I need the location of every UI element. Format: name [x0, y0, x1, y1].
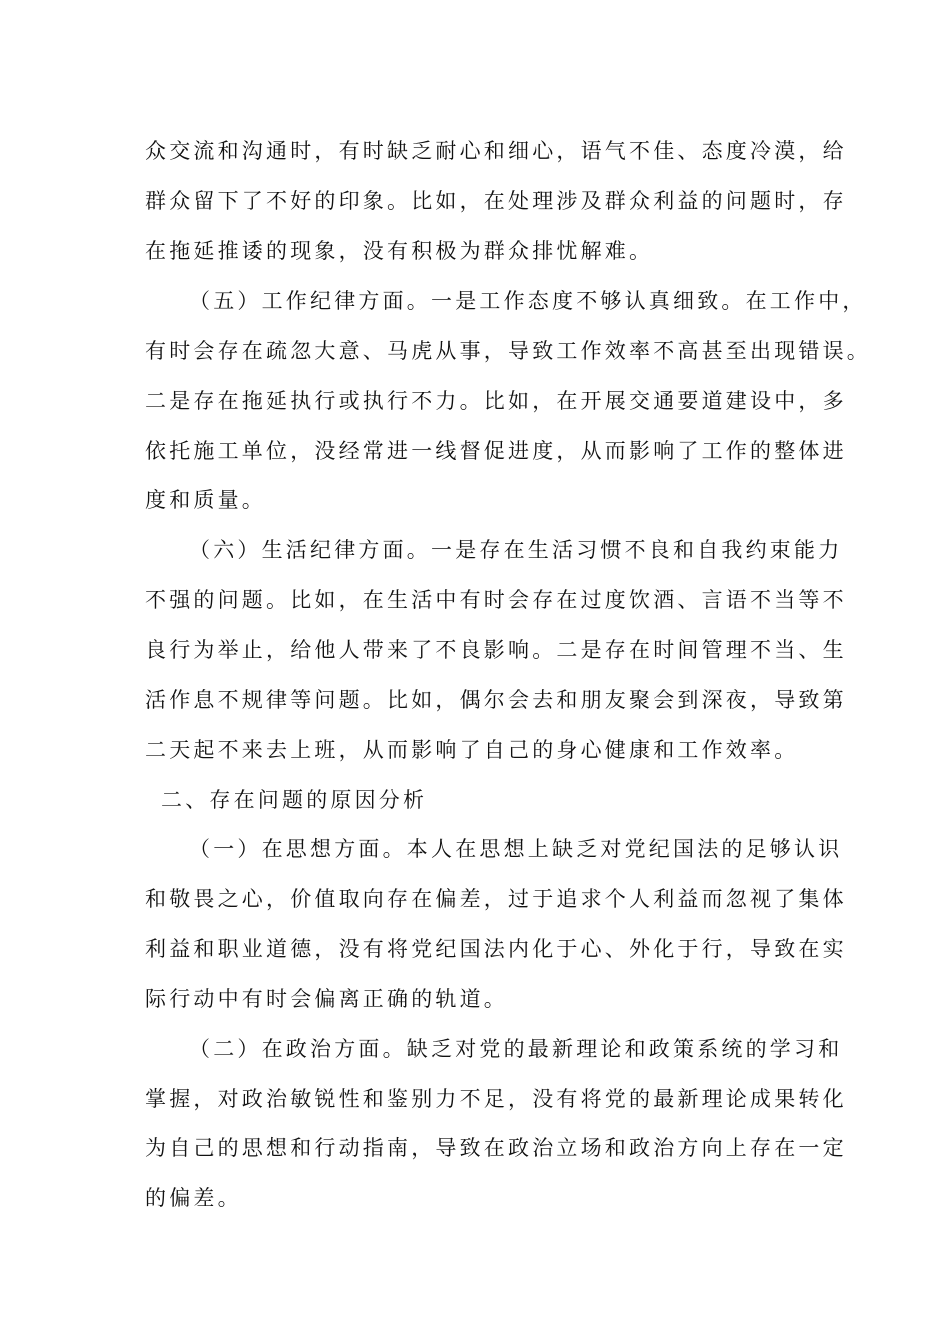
text-line: 的偏差。	[145, 1186, 242, 1210]
text-line: 为自己的思想和行动指南，导致在政治立场和政治方向上存在一定	[145, 1136, 847, 1160]
text-line: 度和质量。	[145, 488, 266, 512]
text-line: 活作息不规律等问题。比如，偶尔会去和朋友聚会到深夜，导致第	[145, 688, 847, 712]
paragraph-start-line: （二）在政治方面。缺乏对党的最新理论和政策系统的学习和	[189, 1037, 843, 1061]
section-heading: 二、存在问题的原因分析	[161, 788, 428, 812]
text-line: 有时会存在疏忽大意、马虎从事，导致工作效率不高甚至出现错误。	[145, 339, 871, 363]
text-line: 良行为举止，给他人带来了不良影响。二是存在时间管理不当、生	[145, 638, 847, 662]
text-line: 掌握，对政治敏锐性和鉴别力不足，没有将党的最新理论成果转化	[145, 1087, 847, 1111]
text-line: 不强的问题。比如，在生活中有时会存在过度饮酒、言语不当等不	[145, 588, 847, 612]
text-line: 际行动中有时会偏离正确的轨道。	[145, 987, 508, 1011]
paragraph-start-line: （五）工作纪律方面。一是工作态度不够认真细致。在工作中，	[189, 289, 867, 313]
text-line: 群众留下了不好的印象。比如，在处理涉及群众利益的问题时，存	[145, 189, 847, 213]
text-line: 利益和职业道德，没有将党纪国法内化于心、外化于行，导致在实	[145, 937, 847, 961]
text-line: 在拖延推诿的现象，没有积极为群众排忧解难。	[145, 239, 654, 263]
text-line: 众交流和沟通时，有时缺乏耐心和细心，语气不佳、态度冷漠，给	[145, 139, 847, 163]
paragraph-start-line: （一）在思想方面。本人在思想上缺乏对党纪国法的足够认识	[189, 837, 843, 861]
text-line: 二天起不来去上班，从而影响了自己的身心健康和工作效率。	[145, 738, 799, 762]
text-line: 依托施工单位，没经常进一线督促进度，从而影响了工作的整体进	[145, 439, 847, 463]
paragraph-start-line: （六）生活纪律方面。一是存在生活习惯不良和自我约束能力	[189, 538, 843, 562]
text-line: 和敬畏之心，价值取向存在偏差，过于追求个人利益而忽视了集体	[145, 887, 847, 911]
text-line: 二是存在拖延执行或执行不力。比如，在开展交通要道建设中，多	[145, 389, 847, 413]
